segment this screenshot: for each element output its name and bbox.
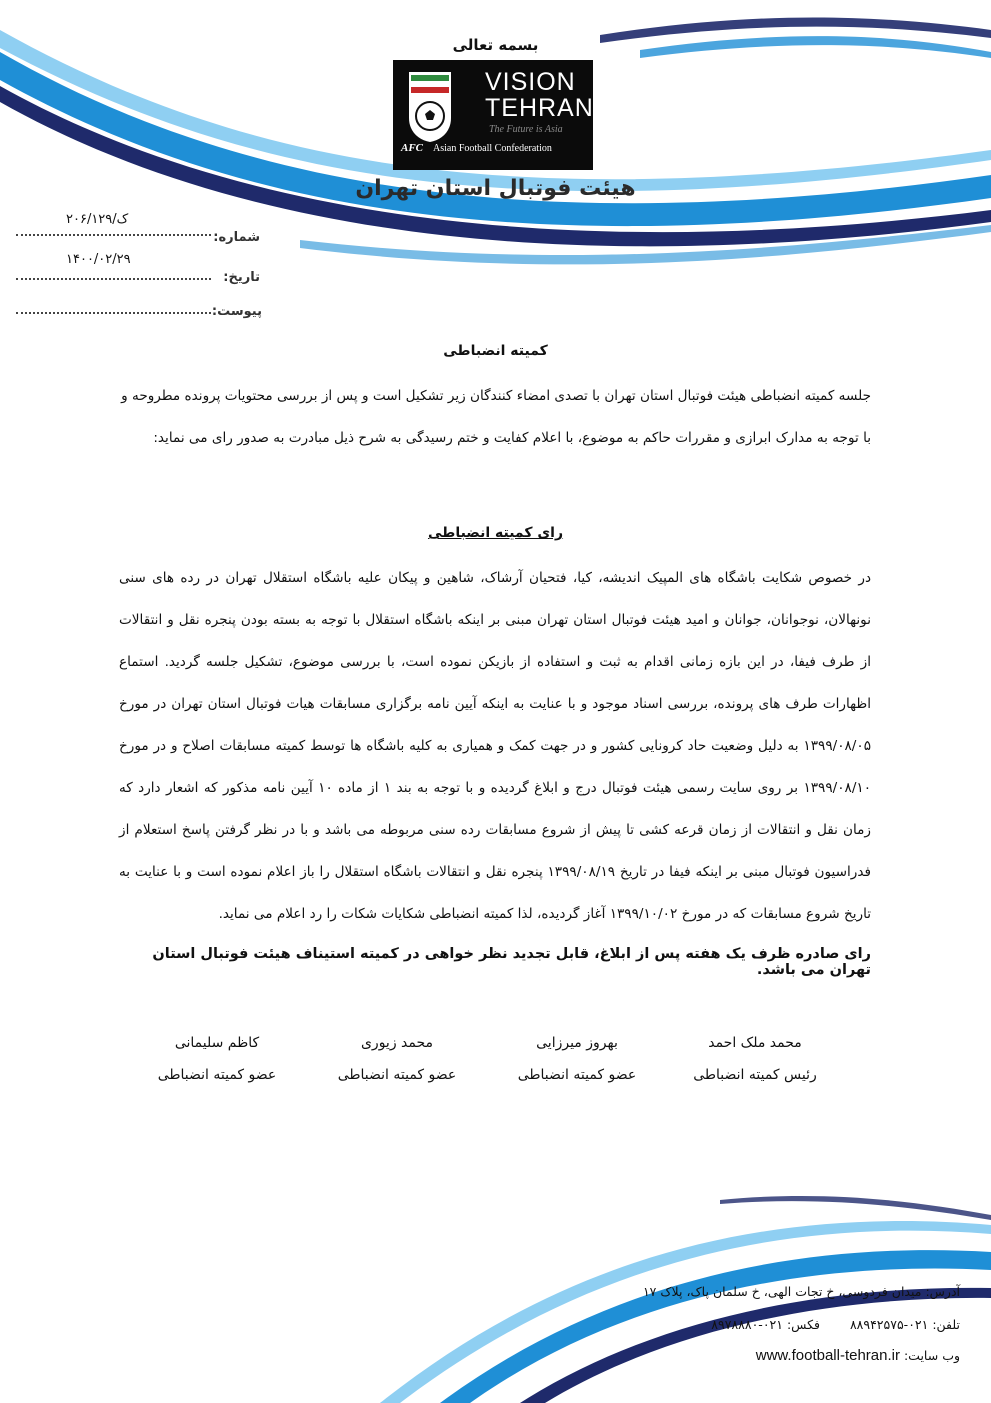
afc-abbreviation: AFC — [401, 142, 424, 154]
intro-paragraph — [119, 375, 871, 459]
signatory-name: بهروز میرزایی — [536, 1035, 618, 1051]
federation-logo — [393, 60, 593, 170]
signature-block — [312, 1027, 482, 1091]
logo-vision-text: VISION — [485, 68, 576, 96]
intro-line-2: با توجه به مدارک ابرازی و مقررات حاکم به موضوع، با اعلام کفایت و ختم رسیدگی به شرح ذیل مبادرت به صدور رای می نماید: — [153, 430, 871, 446]
date-value: ۱۴۰۰/۰۲/۲۹ — [66, 252, 131, 267]
address-label: آدرس: — [925, 1284, 960, 1299]
number-label: شماره: — [213, 230, 260, 245]
number-value: ۲۰۶/ک/۱۲۹ — [66, 212, 129, 227]
signatory-name: محمد زیوری — [360, 1035, 434, 1051]
footer-website — [600, 1347, 960, 1364]
date-dotted-line — [16, 278, 211, 280]
signature-block — [670, 1027, 840, 1091]
number-dotted-line — [16, 234, 211, 236]
afc-name: Asian Football Confederation — [433, 143, 552, 154]
signatory-role: رئیس کمیته انضباطی — [693, 1067, 817, 1083]
signatory-role: عضو کمیته انضباطی — [517, 1067, 637, 1083]
fax-value: ۰۲۱-۸۹۷۸۸۸۰ — [711, 1317, 783, 1332]
attachment-dotted-line — [16, 312, 211, 314]
signature-block — [492, 1027, 662, 1091]
logo-tagline: The Future is Asia — [489, 124, 563, 135]
bismillah-heading: بسمه تعالی — [452, 36, 539, 54]
signatory-name: محمد ملک احمد — [708, 1035, 802, 1051]
signatory-role: عضو کمیته انضباطی — [157, 1067, 277, 1083]
signatory-role: عضو کمیته انضباطی — [337, 1067, 457, 1083]
attachment-label: پیوست: — [211, 304, 262, 319]
crest-icon — [405, 70, 455, 144]
date-label: تاریخ: — [223, 270, 260, 285]
organization-title: هیئت فوتبال استان تهران — [355, 176, 636, 201]
intro-line-1: جلسه کمیته انضباطی هیئت فوتبال استان تهران با تصدی امضاء کنندگان زیر تشکیل است و پس از بررسی محتویات پرونده مطروحه و — [121, 388, 871, 404]
footer-phone-fax — [600, 1317, 960, 1332]
appeal-note: رای صادره ظرف یک هفته پس از ابلاغ، قابل تجدید نظر خواهی در کمیته استیناف هیئت فوتبال استان تهران می باشد. — [152, 946, 871, 978]
footer-address — [600, 1284, 960, 1299]
attachment-field — [16, 300, 266, 324]
website-label: وب سایت: — [903, 1348, 960, 1363]
website-link[interactable]: www.football-tehran.ir — [755, 1347, 900, 1364]
logo-tehran-text: TEHRAN — [485, 94, 594, 122]
signatory-name: کاظم سلیمانی — [174, 1035, 260, 1051]
phone-value: ۰۲۱-۸۸۹۴۲۵۷۵ — [849, 1317, 929, 1332]
committee-title: کمیته انضباطی — [443, 343, 548, 359]
verdict-paragraph: در خصوص شکایت باشگاه های المپیک اندیشه، کیا، فتحیان آرشاک، شاهین و پیکان علیه باشگاه استقلال تهران در رده های سنی نونهالان، نوجوانان، جوانان و امید هیئت فوتبال استان تهران مبنی بر اینکه باشگاه استقلال با توجه به بسته بودن پنجره نقل و انتقالات از طرف فیفا، در این بازه زمانی اقدام به ثبت و استفاده از بازیکن نموده است، با بررسی موضوع، تشکیل جلسه گردید. استماع اظهارات طرف های پرونده، بررسی اسناد موجود و با عنایت به اینکه آیین نامه برگزاری مسابقات هیات فوتبال استان تهران در مورخ ۱۳۹۹/۰۸/۰۵ به دلیل وضعیت حاد کرونایی کشور و در جهت کمک و همیاری به کلیه باشگاه ها توسط کمیته مسابقات اصلاح و در مورخ ۱۳۹۹/۰۸/۱۰ بر روی سایت رسمی هیئت فوتبال درج و ابلاغ گردیده و با توجه به بند ۱ از ماده ۱۰ آیین نامه مذکور که اشعار دارد که زمان نقل و انتقالات از زمان قرعه کشی تا پیش از شروع مسابقات رده سنی مربوطه می باشد و با در نظر گرفتن پاسخ استعلام از فدراسیون فوتبال مبنی بر اینکه فیفا در تاریخ ۱۳۹۹/۰۸/۱۹ پنجره نقل و انتقالات باشگاه استقلال را باز اعلام نموده است و با عنایت به تاریخ شروع مسابقات که در مورخ ۱۳۹۹/۱۰/۰۲ آغاز گردیده، لذا کمیته انضباطی شکایات شکات را رد اعلام می نماید. — [119, 570, 872, 922]
address-value: میدان فردوسی، خ تجات الهی، خ سلمان پاک، پلاک ۱۷ — [642, 1284, 922, 1299]
phone-label: تلفن: — [932, 1317, 960, 1332]
signature-block — [132, 1027, 302, 1091]
fax-label: فکس: — [786, 1317, 820, 1332]
verdict-title: رای کمیته انضباطی — [427, 525, 564, 541]
number-field — [16, 212, 266, 246]
date-field — [16, 252, 266, 288]
